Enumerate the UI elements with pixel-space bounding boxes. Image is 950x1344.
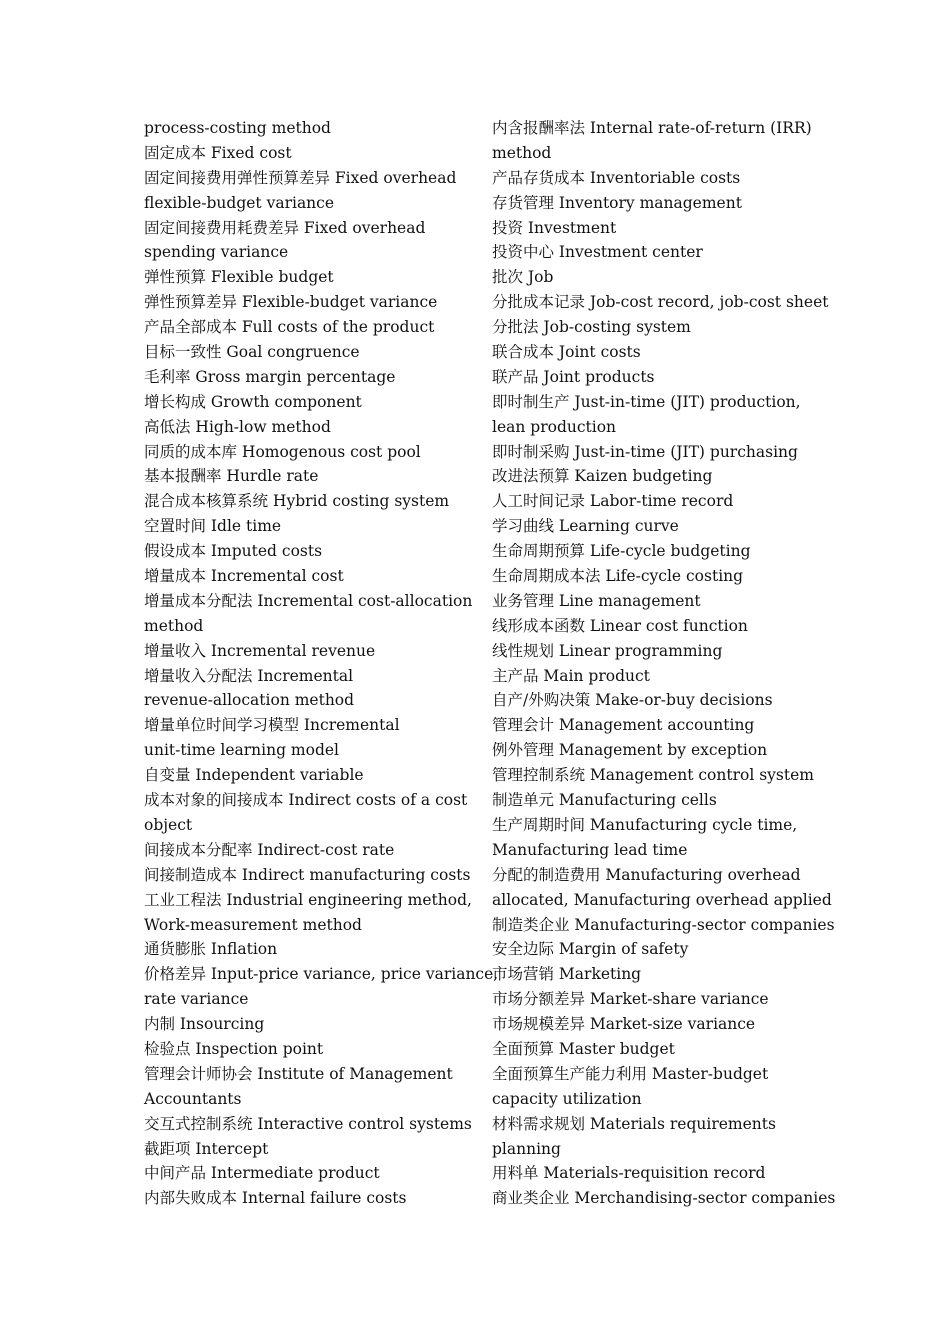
glossary-line: 即时制生产 Just-in-time (JIT) production, — [492, 392, 801, 411]
glossary-line: 分配的制造费用 Manufacturing overhead — [492, 865, 801, 884]
glossary-line: 市场营销 Marketing — [492, 965, 642, 984]
glossary-line: 中间产品 Intermediate product — [144, 1164, 380, 1183]
glossary-line: Manufacturing lead time — [492, 840, 688, 859]
glossary-line: 业务管理 Line management — [492, 591, 701, 610]
glossary-line: 人工时间记录 Labor-time record — [492, 492, 734, 511]
glossary-line: rate variance — [144, 990, 249, 1009]
glossary-line: 价格差异 Input-price variance, price variance, — [144, 965, 499, 984]
glossary-line: 材料需求规划 Materials requirements — [492, 1114, 776, 1133]
glossary-line: 工业工程法 Industrial engineering method, — [144, 890, 472, 909]
glossary-line: 投资中心 Investment center — [492, 243, 703, 262]
glossary-line: 产品全部成本 Full costs of the product — [144, 318, 435, 337]
glossary-line: 用料单 Materials-requisition record — [492, 1164, 766, 1183]
glossary-line: 制造类企业 Manufacturing-sector companies — [492, 915, 835, 934]
glossary-line: 批次 Job — [492, 268, 554, 287]
glossary-line: planning — [492, 1139, 561, 1158]
glossary-line: 增量成本 Incremental cost — [144, 567, 344, 586]
glossary-line: 自产/外购决策 Make-or-buy decisions — [492, 691, 773, 710]
glossary-line: object — [144, 815, 193, 834]
glossary-line: 全面预算生产能力利用 Master-budget — [492, 1064, 769, 1083]
glossary-line: 市场规模差异 Market-size variance — [492, 1015, 756, 1034]
glossary-line: 内部失败成本 Internal failure costs — [144, 1189, 407, 1208]
glossary-line: 生命周期成本法 Life-cycle costing — [492, 567, 744, 586]
glossary-line: 增量成本分配法 Incremental cost-allocation — [144, 591, 473, 610]
glossary-line: allocated, Manufacturing overhead applied — [492, 890, 832, 909]
glossary-line: method — [492, 143, 552, 162]
glossary-line: 高低法 High-low method — [144, 417, 331, 436]
glossary-line: 即时制采购 Just-in-time (JIT) purchasing — [492, 442, 798, 461]
glossary-line: 管理会计师协会 Institute of Management — [144, 1064, 453, 1083]
glossary-line: 间接制造成本 Indirect manufacturing costs — [144, 865, 471, 884]
glossary-line: 弹性预算差异 Flexible-budget variance — [144, 293, 438, 312]
glossary-line: 固定间接费用弹性预算差异 Fixed overhead — [144, 168, 457, 187]
glossary-line: 安全边际 Margin of safety — [492, 940, 689, 959]
glossary-line: 学习曲线 Learning curve — [492, 517, 679, 536]
left-column — [144, 116, 499, 1211]
glossary-line: 内含报酬率法 Internal rate-of-return (IRR) — [492, 119, 812, 137]
glossary-line: 产品存货成本 Inventoriable costs — [492, 168, 741, 187]
glossary-line: process-costing method — [144, 119, 331, 137]
glossary-line: 全面预算 Master budget — [492, 1039, 675, 1058]
glossary-line: Accountants — [144, 1089, 242, 1108]
glossary-line: 成本对象的间接成本 Indirect costs of a cost — [144, 791, 468, 810]
glossary-line: 生命周期预算 Life-cycle budgeting — [492, 542, 751, 561]
glossary-line: 改进法预算 Kaizen budgeting — [492, 467, 713, 486]
glossary-line: 目标一致性 Goal congruence — [144, 343, 360, 362]
glossary-line: 联产品 Joint products — [492, 367, 655, 386]
glossary-line: 联合成本 Joint costs — [492, 343, 641, 362]
glossary-line: unit-time learning model — [144, 741, 340, 760]
glossary-line: 例外管理 Management by exception — [492, 741, 768, 760]
glossary-line: 固定间接费用耗费差异 Fixed overhead — [144, 218, 426, 237]
glossary-line: 分批成本记录 Job-cost record, job-cost sheet — [492, 293, 829, 312]
glossary-line: 增量收入 Incremental revenue — [144, 641, 376, 660]
glossary-line: 增量单位时间学习模型 Incremental — [144, 716, 400, 735]
glossary-line: 交互式控制系统 Interactive control systems — [144, 1114, 472, 1133]
glossary-line: 间接成本分配率 Indirect-cost rate — [144, 840, 395, 859]
glossary-line: 线形成本函数 Linear cost function — [492, 616, 748, 635]
glossary-line: 存货管理 Inventory management — [492, 193, 742, 212]
glossary-line: 线性规划 Linear programming — [492, 641, 723, 660]
glossary-line: 检验点 Inspection point — [144, 1039, 324, 1058]
glossary-line: 主产品 Main product — [492, 666, 650, 685]
glossary-line: 增长构成 Growth component — [144, 392, 362, 411]
glossary-line: revenue-allocation method — [144, 691, 355, 710]
glossary-line: 固定成本 Fixed cost — [144, 143, 292, 162]
glossary-line: method — [144, 616, 204, 635]
glossary-line: 商业类企业 Merchandising-sector companies — [492, 1189, 836, 1208]
glossary-line: 弹性预算 Flexible budget — [144, 268, 334, 287]
glossary-line: 内制 Insourcing — [144, 1015, 265, 1034]
glossary-line: flexible-budget variance — [144, 193, 335, 212]
glossary-line: 毛利率 Gross margin percentage — [144, 367, 396, 386]
glossary-line: 管理控制系统 Management control system — [492, 766, 814, 785]
glossary-line: Work-measurement method — [144, 915, 362, 934]
glossary-line: 通货膨胀 Inflation — [144, 940, 278, 959]
glossary-line: 生产周期时间 Manufacturing cycle time, — [492, 815, 798, 834]
glossary-line: 制造单元 Manufacturing cells — [492, 791, 717, 810]
right-column — [492, 116, 836, 1211]
glossary-line: 假设成本 Imputed costs — [144, 542, 323, 561]
glossary-line: 分批法 Job-costing system — [492, 318, 691, 337]
glossary-line: 增量收入分配法 Incremental — [144, 666, 354, 685]
glossary-line: 截距项 Intercept — [144, 1139, 269, 1158]
glossary-line: 管理会计 Management accounting — [492, 716, 755, 735]
glossary-line: 自变量 Independent variable — [144, 766, 364, 785]
glossary-line: 基本报酬率 Hurdle rate — [144, 467, 319, 486]
glossary-line: capacity utilization — [492, 1089, 642, 1108]
glossary-line: 同质的成本库 Homogenous cost pool — [144, 442, 421, 461]
glossary-line: 投资 Investment — [492, 218, 617, 237]
glossary-line: 混合成本核算系统 Hybrid costing system — [144, 492, 450, 511]
glossary-line: 空置时间 Idle time — [144, 517, 282, 536]
glossary-line: lean production — [492, 417, 617, 436]
glossary-line: spending variance — [144, 243, 289, 262]
glossary-line: 市场分额差异 Market-share variance — [492, 990, 769, 1009]
